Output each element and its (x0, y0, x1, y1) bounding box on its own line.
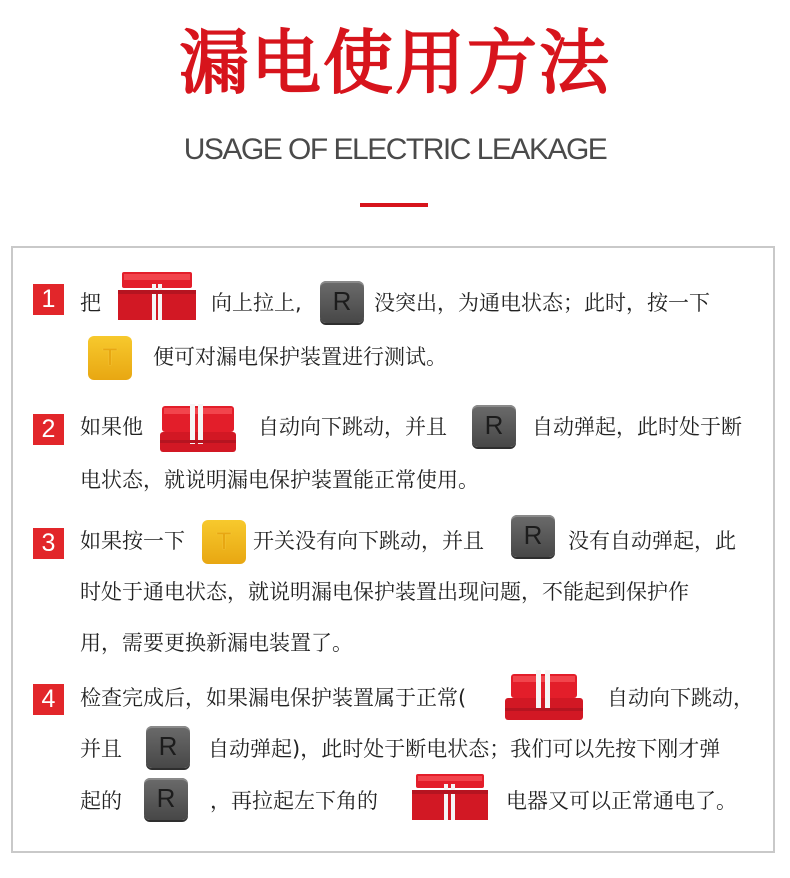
step-1-text: 便可对漏电保护装置进行测试。 (153, 345, 447, 369)
step-2-text: 电状态，就说明漏电保护装置能正常使用。 (80, 468, 479, 492)
r-button-icon: R (511, 515, 555, 557)
switch-up-icon (412, 772, 488, 820)
step-4-text: 并且 (80, 737, 122, 761)
step-1-text: 把 (80, 291, 101, 315)
step-2-badge: 2 (33, 414, 64, 445)
step-2-text: 如果他 (80, 415, 143, 439)
step-3-text: 如果按一下 (80, 529, 185, 553)
step-4-text: 自动向下跳动， (607, 686, 754, 710)
step-1-text: 没突出，为通电状态；此时，按一下 (374, 291, 710, 315)
step-2-text: 自动向下跳动，并且 (258, 415, 447, 439)
switch-up-icon (118, 270, 196, 320)
switch-down-icon (505, 668, 583, 720)
switch-down-icon (160, 402, 236, 452)
step-4-text: 电器又可以正常通电了。 (506, 789, 737, 813)
t-button-icon: T (202, 520, 246, 564)
t-button-icon: T (88, 336, 132, 380)
step-3-badge: 3 (33, 528, 64, 559)
step-1-badge: 1 (33, 284, 64, 315)
step-3-text: 没有自动弹起，此 (568, 529, 736, 553)
step-1-text: 向上拉上, (211, 291, 302, 315)
step-2-text: 自动弹起，此时处于断 (532, 415, 742, 439)
page-subtitle: USAGE OF ELECTRIC LEAKAGE (183, 133, 607, 166)
step-4-text: 检查完成后，如果漏电保护装置属于正常( (80, 686, 467, 710)
r-button-icon: R (146, 726, 190, 768)
page-title: 漏电使用方法 (179, 22, 611, 104)
step-3-text: 用，需要更换新漏电装置了。 (80, 631, 353, 655)
step-3-text: 开关没有向下跳动，并且 (253, 529, 484, 553)
r-button-icon: R (144, 778, 188, 820)
step-4-badge: 4 (33, 684, 64, 715)
step-4-text: 自动弹起)，此时处于断电状态；我们可以先按下刚才弹 (208, 737, 721, 761)
title-divider (360, 203, 428, 207)
step-4-text: 起的 (80, 789, 122, 813)
step-3-text: 时处于通电状态，就说明漏电保护装置出现问题，不能起到保护作 (80, 580, 689, 604)
r-button-icon: R (472, 405, 516, 447)
step-4-text: ，再拉起左下角的 (210, 789, 378, 813)
r-button-icon: R (320, 281, 364, 323)
